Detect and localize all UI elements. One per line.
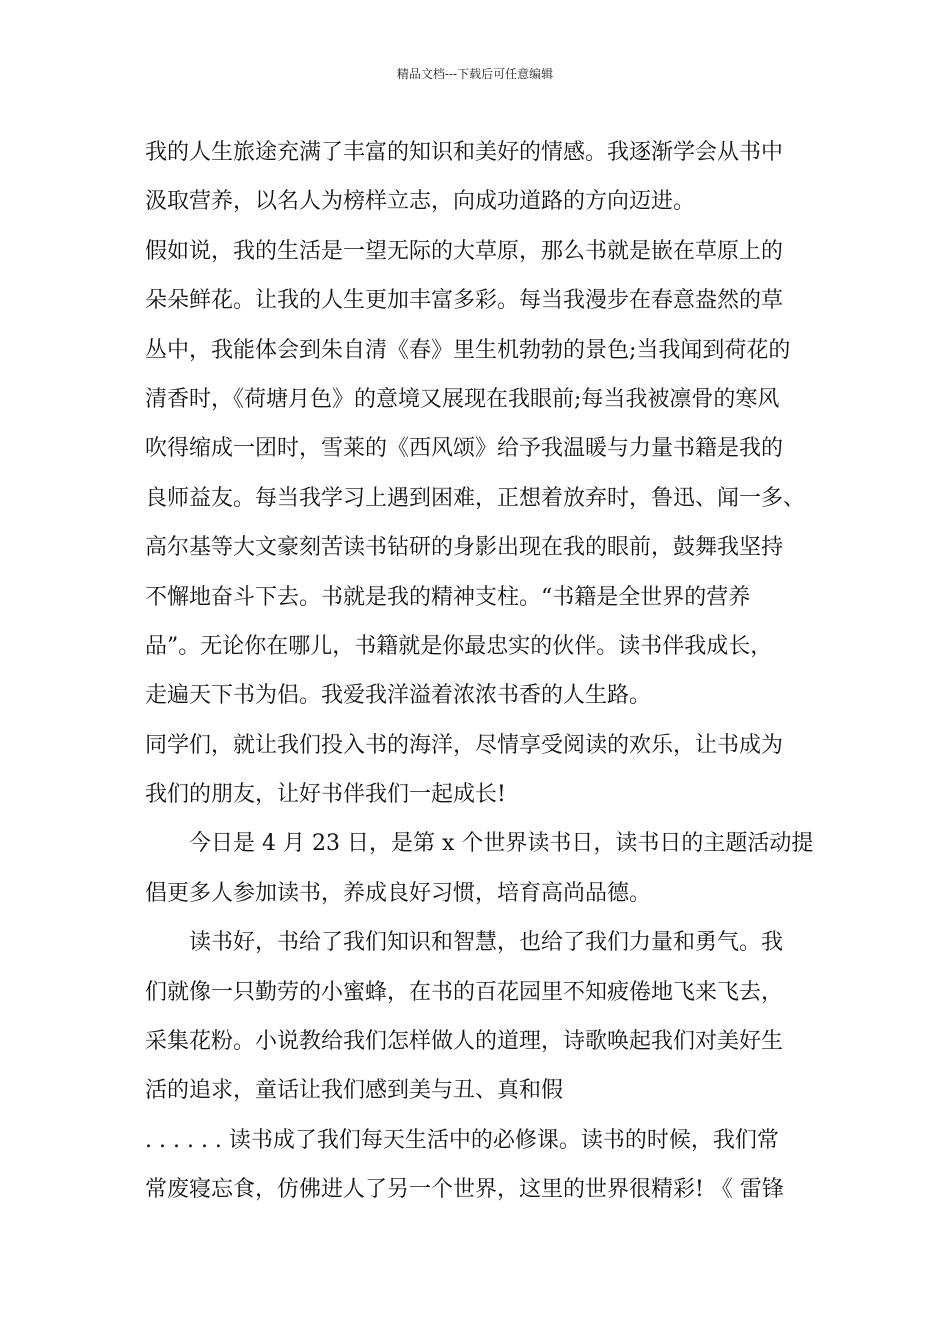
text-line: 假如说，我的生活是一望无际的大草原，那么书就是嵌在草原上的	[145, 238, 784, 264]
text-line: 们就像一只勤劳的小蜜蜂，在书的百花园里不知疲倦地飞来飞去，	[145, 979, 784, 1005]
text-line: 品”。无论你在哪儿，书籍就是你最忠实的伙伴。读书伴我成长，	[145, 633, 773, 659]
text-line: 清香时，《荷塘月色》的意境又展现在我眼前;每当我被凛骨的寒风	[145, 386, 780, 412]
document-body	[145, 128, 825, 1215]
text-line: . . . . . . 读书成了我们每天生活中的必修课。读书的时候，我们常	[145, 1127, 779, 1153]
text-line: 采集花粉。小说教给我们怎样做人的道理，诗歌唤起我们对美好生	[145, 1029, 784, 1055]
paragraph	[145, 721, 825, 820]
text-line: 活的追求，童话让我们感到美与丑、真和假	[145, 1078, 564, 1104]
text-line: 同学们，就让我们投入书的海洋，尽情享受阅读的欢乐，让书成为	[145, 732, 784, 758]
text-line: 吹得缩成一团时，雪莱的《西风颂》给予我温暖与力量书籍是我的	[145, 436, 784, 462]
paragraph	[145, 918, 825, 1116]
text-line: 不懈地奋斗下去。书就是我的精神支柱。“书籍是全世界的营养	[145, 584, 751, 610]
paragraph	[145, 128, 825, 227]
text-line: 倡更多人参加读书，养成良好习惯，培育高尚品德。	[145, 880, 652, 906]
text-line: 高尔基等大文豪刻苦读书钻研的身影出现在我的眼前，鼓舞我坚持	[145, 535, 784, 561]
text-line: 读书好，书给了我们知识和智慧，也给了我们力量和勇气。我	[189, 930, 784, 956]
text-line: 今日是 4 月 23 日，是第 x 个世界读书日，读书日的主题活动提	[189, 831, 814, 857]
text-line: 我们的朋友，让好书伴我们一起成长!	[145, 782, 506, 808]
paragraph	[145, 819, 825, 918]
text-line: 汲取营养，以名人为榜样立志，向成功道路的方向迈进。	[145, 189, 696, 215]
paragraph	[145, 1116, 825, 1215]
text-line: 走遍天下书为侣。我爱我洋溢着浓浓书香的人生路。	[145, 683, 652, 709]
text-line: 丛中，我能体会到朱自清《春》里生机勃勃的景色;当我闻到荷花的	[145, 337, 791, 363]
text-line: 朵朵鲜花。让我的人生更加丰富多彩。每当我漫步在春意盎然的草	[145, 288, 784, 314]
text-line: 常废寝忘食，仿佛进人了另一个世界，这里的世界很精彩! 《 雷锋	[145, 1177, 784, 1203]
text-line: 我的人生旅途充满了丰富的知识和美好的情感。我逐渐学会从书中	[145, 140, 784, 165]
page-header: 精品文档---下载后可任意编辑	[396, 67, 554, 81]
text-line: 良师益友。每当我学习上遇到困难，正想着放弃时，鲁迅、闻一多、	[145, 485, 806, 511]
paragraph	[145, 227, 825, 721]
